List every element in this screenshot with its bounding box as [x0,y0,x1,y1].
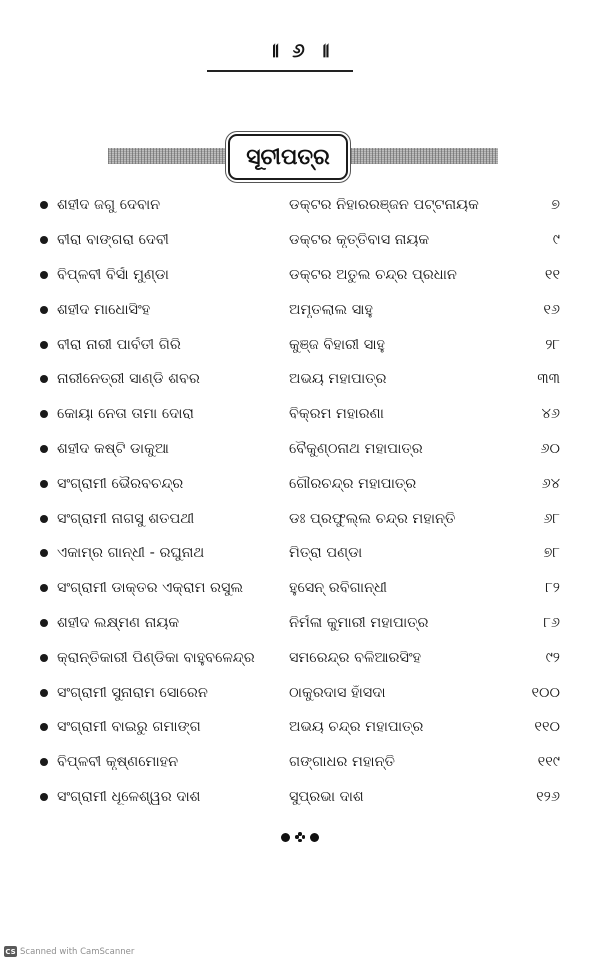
entry-author: ଡକ୍ଟର ଅତୁଲ ଚନ୍ଦ୍ର ପ୍ରଧାନ [289,266,457,283]
scanner-watermark [4,946,134,957]
ornament-dot-icon [310,833,319,842]
toc-entry [40,710,560,745]
entry-page-number: ୯୨ [545,649,560,666]
entry-author: ଗଙ୍ଗାଧର ମହାନ୍ତି [289,754,395,771]
bullet-icon [40,549,48,557]
bullet-icon [40,341,48,349]
toc-entry [40,606,560,641]
entry-author: ଡକ୍ଟର କୃତ୍ତିବାସ ନାୟକ [289,232,430,249]
entry-title: ସଂଗ୍ରାମୀ ବାଇରୁ ଗମାଙ୍ଗ [57,719,201,736]
entry-page-number: ୧୦୦ [531,684,560,701]
entry-page-number: ୧୧୯ [537,754,560,771]
entry-page-number: ୧୧୦ [534,719,560,736]
toc-entry [40,292,560,327]
camscanner-logo-icon: CS [5,947,16,956]
entry-page-number: ୧୧ [544,266,560,283]
entry-author: ମିତ୍ରା ପଣ୍ଡା [289,545,363,562]
toc-title: ସୂଚୀପତ୍ର [246,144,330,170]
entry-title: ବୀରା ବାଙ୍ଗରା ଦେବୀ [57,232,169,249]
entry-page-number: ୭୮ [543,545,560,562]
bullet-icon [40,515,48,523]
entry-author: ନିର୍ମଳା କୁମାରୀ ମହାପାତ୍ର [289,614,429,631]
toc-banner [108,134,498,180]
entry-page-number: ୬୪ [541,475,560,492]
bullet-icon [40,689,48,697]
entry-page-number: ୨୮ [545,336,560,353]
bullet-icon [40,793,48,801]
bullet-icon [40,758,48,766]
toc-entry [40,362,560,397]
entry-author: ବିକ୍ରମ ମହାରଣା [289,406,384,423]
entry-author: ଅଭୟ ମହାପାତ୍ର [289,371,387,388]
bullet-icon [40,480,48,488]
entry-title: ସଂଗ୍ରାମୀ ଡାକ୍ତର ଏକ୍ରାମ ରସୁଲ [57,580,244,597]
toc-entry [40,780,560,815]
toc-entry [40,501,560,536]
toc-entry [40,188,560,223]
bullet-icon [40,619,48,627]
entry-author: ଠାକୁରଦାସ ହାଁସଦା [289,684,386,701]
toc-entry [40,466,560,501]
toc-entry [40,327,560,362]
ornament-dot-icon [281,833,290,842]
bullet-icon [40,375,48,383]
page-number: ॥ ୬ ॥ [267,38,333,62]
toc-entry [40,675,560,710]
watermark-text: Scanned with CamScanner [20,946,135,957]
entry-page-number: ୪୬ [541,406,560,423]
entry-page-number: ୯ [552,232,560,249]
bullet-icon [40,445,48,453]
bullet-icon [40,654,48,662]
toc-entry [40,745,560,780]
entry-author: କୁଞ୍ଜ ବିହାରୀ ସାହୁ [289,336,386,353]
ornament-diamond-icon [295,832,305,842]
entry-page-number: ୭ [551,197,560,214]
bullet-icon [40,410,48,418]
entry-title: ଶହୀଦ କଷ୍ଟି ଡାକୁଆ [57,440,169,457]
entry-page-number: ୮୬ [543,614,560,631]
entry-author: ଅଭୟ ଚନ୍ଦ୍ର ମହାପାତ୍ର [289,719,424,736]
toc-entry [40,223,560,258]
entry-title: ଶହୀଦ ମାଧୋସିଂହ [57,301,151,318]
entry-author: ଗୌରଚନ୍ଦ୍ର ମହାପାତ୍ର [289,475,417,492]
entry-title: ଶହୀଦ ଜଗୁ ଦେବାନ [57,197,161,214]
entry-author: ଡକ୍ଟର ନିହାରରଞ୍ଜନ ପଟ୍ଟନାୟକ [289,197,479,214]
entry-author: ବୈକୁଣ୍ଠନାଥ ମହାପାତ୍ର [289,440,423,457]
entry-page-number: ୬୮ [543,510,560,527]
bullet-icon [40,236,48,244]
bullet-icon [40,584,48,592]
toc-list [40,188,560,814]
entry-title: ବିପ୍ଳବୀ ବିର୍ସା ମୁଣ୍ଡା [57,266,169,283]
header-rule [207,70,353,72]
bullet-icon [40,201,48,209]
entry-title: ସଂଗ୍ରାମୀ ସୁନାରାମ ସୋରେନ [57,684,208,701]
entry-author: ଡଃ ପ୍ରଫୁଲ୍ଲ ଚନ୍ଦ୍ର ମହାନ୍ତି [289,510,456,527]
banner-plate [228,134,348,180]
bullet-icon [40,271,48,279]
entry-author: ଅମୃତଲାଲ ସାହୁ [289,301,373,318]
entry-page-number: ୬୦ [540,440,560,457]
entry-title: ବୀରା ନାରୀ ପାର୍ବତୀ ଗିରି [57,336,181,353]
toc-entry [40,397,560,432]
entry-title: ନାରୀନେତ୍ରୀ ସାଣ୍ଡି ଶବର [57,371,200,388]
entry-title: କୋୟା ନେତା ତାମା ଦୋରା [57,406,194,423]
entry-title: ଏକାମ୍ର ଗାନ୍ଧୀ - ରଘୁନାଥ [57,545,205,562]
entry-page-number: ୮୨ [545,580,560,597]
entry-title: ସଂଗ୍ରାମୀ ନାଗସୁ ଶତପଥୀ [57,510,195,527]
toc-entry [40,432,560,467]
toc-entry [40,571,560,606]
entry-page-number: ୧୨୬ [536,788,560,805]
entry-page-number: ୧୬ [543,301,560,318]
toc-entry [40,640,560,675]
entry-title: ସଂଗ୍ରାମୀ ଭୈରବଚନ୍ଦ୍ର [57,475,184,492]
entry-title: ଶହୀଦ ଲକ୍ଷ୍ମଣ ନାୟକ [57,614,180,631]
bullet-icon [40,723,48,731]
end-ornament [0,832,600,842]
bullet-icon [40,306,48,314]
toc-entry [40,536,560,571]
entry-title: ସଂଗ୍ରାମୀ ଧୂଳେଶ୍ୱର ଦାଶ [57,788,201,805]
entry-title: ବିପ୍ଳବୀ କୃଷ୍ଣମୋହନ [57,754,179,771]
entry-author: ସୁପ୍ରଭା ଦାଶ [289,788,364,805]
entry-title: କ୍ରାନ୍ତିକାରୀ ପିଣ୍ଡିକା ବାହୁବଳେନ୍ଦ୍ର [57,649,255,666]
entry-author: ହୁସେନ୍ ରବିଗାନ୍ଧୀ [289,580,388,597]
entry-page-number: ୩୩ [537,371,560,388]
entry-author: ସମରେନ୍ଦ୍ର ବଳିଆରସିଂହ [289,649,422,666]
toc-entry [40,258,560,293]
